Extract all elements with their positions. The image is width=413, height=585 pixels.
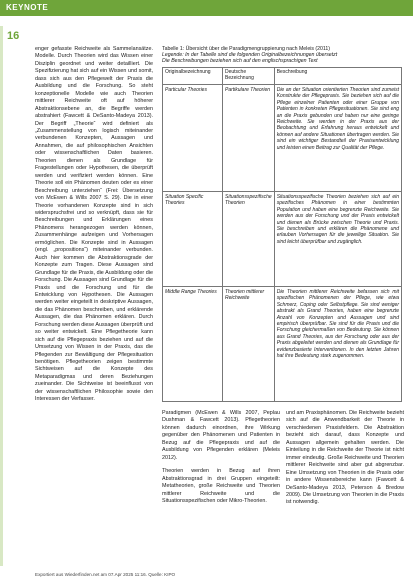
body-column-middle bbox=[162, 410, 280, 511]
table-header-row bbox=[163, 68, 402, 85]
caption-line: Die Beschreibungen beziehen sich auf den englischsprachigen Text bbox=[162, 58, 318, 65]
column-header: Beschreibung bbox=[274, 68, 401, 85]
caption-line: Legende: In der Tabelle sind die folgenden Originalbezeichnungen übersetzt bbox=[162, 52, 338, 59]
theory-table bbox=[162, 67, 402, 402]
page-footer: Exportiert aus Wiederfinden.net am 07.Apr 2025 11:16. Quelle: KIPO bbox=[35, 572, 176, 577]
caption-title: Tabelle 1: Übersicht über die Paradigmengruppierung nach Meleis (2011) bbox=[162, 46, 331, 52]
body-paragraph: Theorien werden in Bezug auf ihren Abstraktionsgrad in drei Gruppen eingeteilt: Metatheorien, große Reichweite und Theorien mittlerer Reichweite und die Situationsspezifischen oder Mikro-Theorien. bbox=[162, 468, 280, 504]
body-paragraph: enger gefasste Reichweite als Sammelansätze. Modelle. Durch Theorien wird das Wissen einer Disziplin geordnet und weiter detailliert. Die Spezifizierung hat sich auf ein Wissen und somit, dass sich aus den Pflegewelt der Praxis die Ausbildung und die Forschung. So steht konzeptionelle Modelle wie auch Theorien mittlerer Reichweite oft auf höherer Abstraktionsebene an, die Begriffe werden abstrahiert (Fawcett & DeSanto-Madeya 2013). Der Begriff „Theorie“ wird definiert als „Zusammenstellung von logisch miteinander verbundenen Konzepten, Aussagen und Annahmen, die auf philosophischen Ansichten oder wissenschaftlichen Daten basieren. Theorien dienen als Grundlage für Fragestellungen oder Hypothesen, die überprüft werden und verifiziert werden können. Eine Theorie soll ein Phänomen deuten oder es einer Beschreibung unterziehen“ (Frei: Übersetzung von McEwen & Wills 2007 S. 29). Die in einer Theorie vorhandenen Konzepte sind in sich widerspruchsfrei und so verknüpft, dass sie für Beschreibungen und Erklärungen eines Phänomens herangezogen werden können, Zusammenhänge aufzeigen und Vorhersagen ermöglichen. Die Konzepte sind in Aussagen (engl. „propositions“) miteinander verbunden. Auch hier kommen die Abstraktionsgrade der Konzepte zum Tragen. Diese Aussagen sind Grundlage für die Praxis, die Ausbildung oder die Forschung. Die Aussagen sind Grundlage für die Praxis und die Forschung und für die Entwicklung von Hypothesen. Die Aussagen werden weiter eingeteilt in deskriptive Aussagen, die das Phänomen beschreiben, und erklärende Aussagen, die das Phänomen erklären. Durch Forschung werden diese Aussagen überprüft und so weiter entwickelt. Eine Pflegetheorie kann sich auf die Pflegepraxis beziehen und auf die Umsetzung von Wissen in der Praxis, das die Pflegenden zur Bewältigung der Pflegesituation benötigen. Pflegetheorien zeigen bestimmte Sichtweisen auf die Konzepte des Metaparadigmas und deren Beziehungen zueinander. Die Sichtweise ist beeinflusst von der wissenschaftlichen Philosophie sowie den Interessen der Verfasser. bbox=[35, 46, 153, 403]
table-row bbox=[163, 192, 402, 287]
body-column-right bbox=[286, 410, 404, 513]
german-cell: Theorien mittlerer Reichweite bbox=[223, 287, 275, 402]
page-number: 16 bbox=[7, 30, 20, 42]
description-cell: Situationsspezifische Theorien beziehen sich auf ein spezifisches Phänomen in einer bestimmten Population und haben eine begrenzte Reichweite. Sie werden aus der Forschung und der Praxis entwickelt und dienen als Brücke zwischen Theorie und Praxis. Sie beschreiben und erklären die Phänomene und erlauben Vorhersagen für die jeweilige Situation. Sie sind leicht überprüfbar und zugänglich. bbox=[274, 192, 401, 287]
table-row bbox=[163, 287, 402, 402]
column-header: Originalbezeichnung bbox=[163, 68, 223, 85]
section-label: KEYNOTE bbox=[6, 3, 49, 12]
original-cell: Situation Specific Theories bbox=[163, 192, 223, 287]
description-cell: Die Theorien mittlerer Reichweite befassen sich mit spezifischen Phänomenen der Pflege, wie etwa Schmerz, Coping oder Selbstpflege. Sie sind weniger abstrakt als Grand Theories, haben eine begrenzte Anzahl von Konzepten und Aussagen und sind empirisch überprüfbar. Sie sind für die Praxis und die Forschung gleichermaßen von Bedeutung. Sie können aus Grand Theories, aus der Forschung oder aus der Praxis abgeleitet werden und dienen als Grundlage für evidenzbasierte Interventionen. In den letzten Jahren hat ihre Bedeutung stark zugenommen. bbox=[274, 287, 401, 402]
table-caption bbox=[162, 46, 402, 65]
german-cell: Partikulare Theorien bbox=[223, 85, 275, 192]
header-bar bbox=[0, 0, 413, 16]
german-cell: Situationsspezifische Theorien bbox=[223, 192, 275, 287]
left-column bbox=[35, 46, 153, 404]
column-header: Deutsche Bezeichnung bbox=[223, 68, 275, 85]
original-cell: Middle Range Theories bbox=[163, 287, 223, 402]
description-cell: Die an der Situation orientierten Theorien sind zumeist Konstrukte der Pflegepraxis. Sie beziehen sich auf die Pflege einzelner Patienten oder einer Gruppe von Patienten in konkreten Pflegesituationen. Sie sind eng an die Praxis gebunden und haben nur eine geringe Reichweite. Sie werden in der Praxis aus der Beobachtung und Erfahrung heraus entwickelt und können auf andere Situationen übertragen werden. Sie sind ein wichtiger Bestandteil der Praxisentwicklung und leisten einen Beitrag zur Qualität der Pflege. bbox=[274, 85, 401, 192]
body-paragraph: Paradigmen (McEwen & Wills 2007, Peplau Dushman & Fawcett 2013). Pflegetheorien können dadurch einordnen, ihre Wirkung gegenüber den Phänomenen und Patienten in Bezug auf die Pflegepraxis und auf die Ausbildung von Pflegenden erklären (Meleis 2012). bbox=[162, 410, 280, 461]
body-paragraph: und am Praxisphänomen. Die Reichweite bezieht sich auf die Anwendbarkeit der Theorie in verschiedenen Praxisfeldern. Die Abstraktion bezieht sich darauf, dass Konzepte und Aussagen allgemein gehalten werden. Die Einteilung in die Reichweite der Theorie ist nicht immer eindeutig. Große Reichweite und Theorien mittlerer Reichweite sind aber gut abgrenzbar. Eine Umsetzung von Theorien in die Praxis oder in andere Wissensbereiche kann (Fawcett & DeSanto-Madeya 2013, Peterson & Bredow 2009). Die Umsetzung von Theorien in die Praxis ist notwendig. bbox=[286, 410, 404, 506]
table-row bbox=[163, 85, 402, 192]
margin-bar bbox=[0, 26, 3, 566]
original-cell: Particular Theories bbox=[163, 85, 223, 192]
